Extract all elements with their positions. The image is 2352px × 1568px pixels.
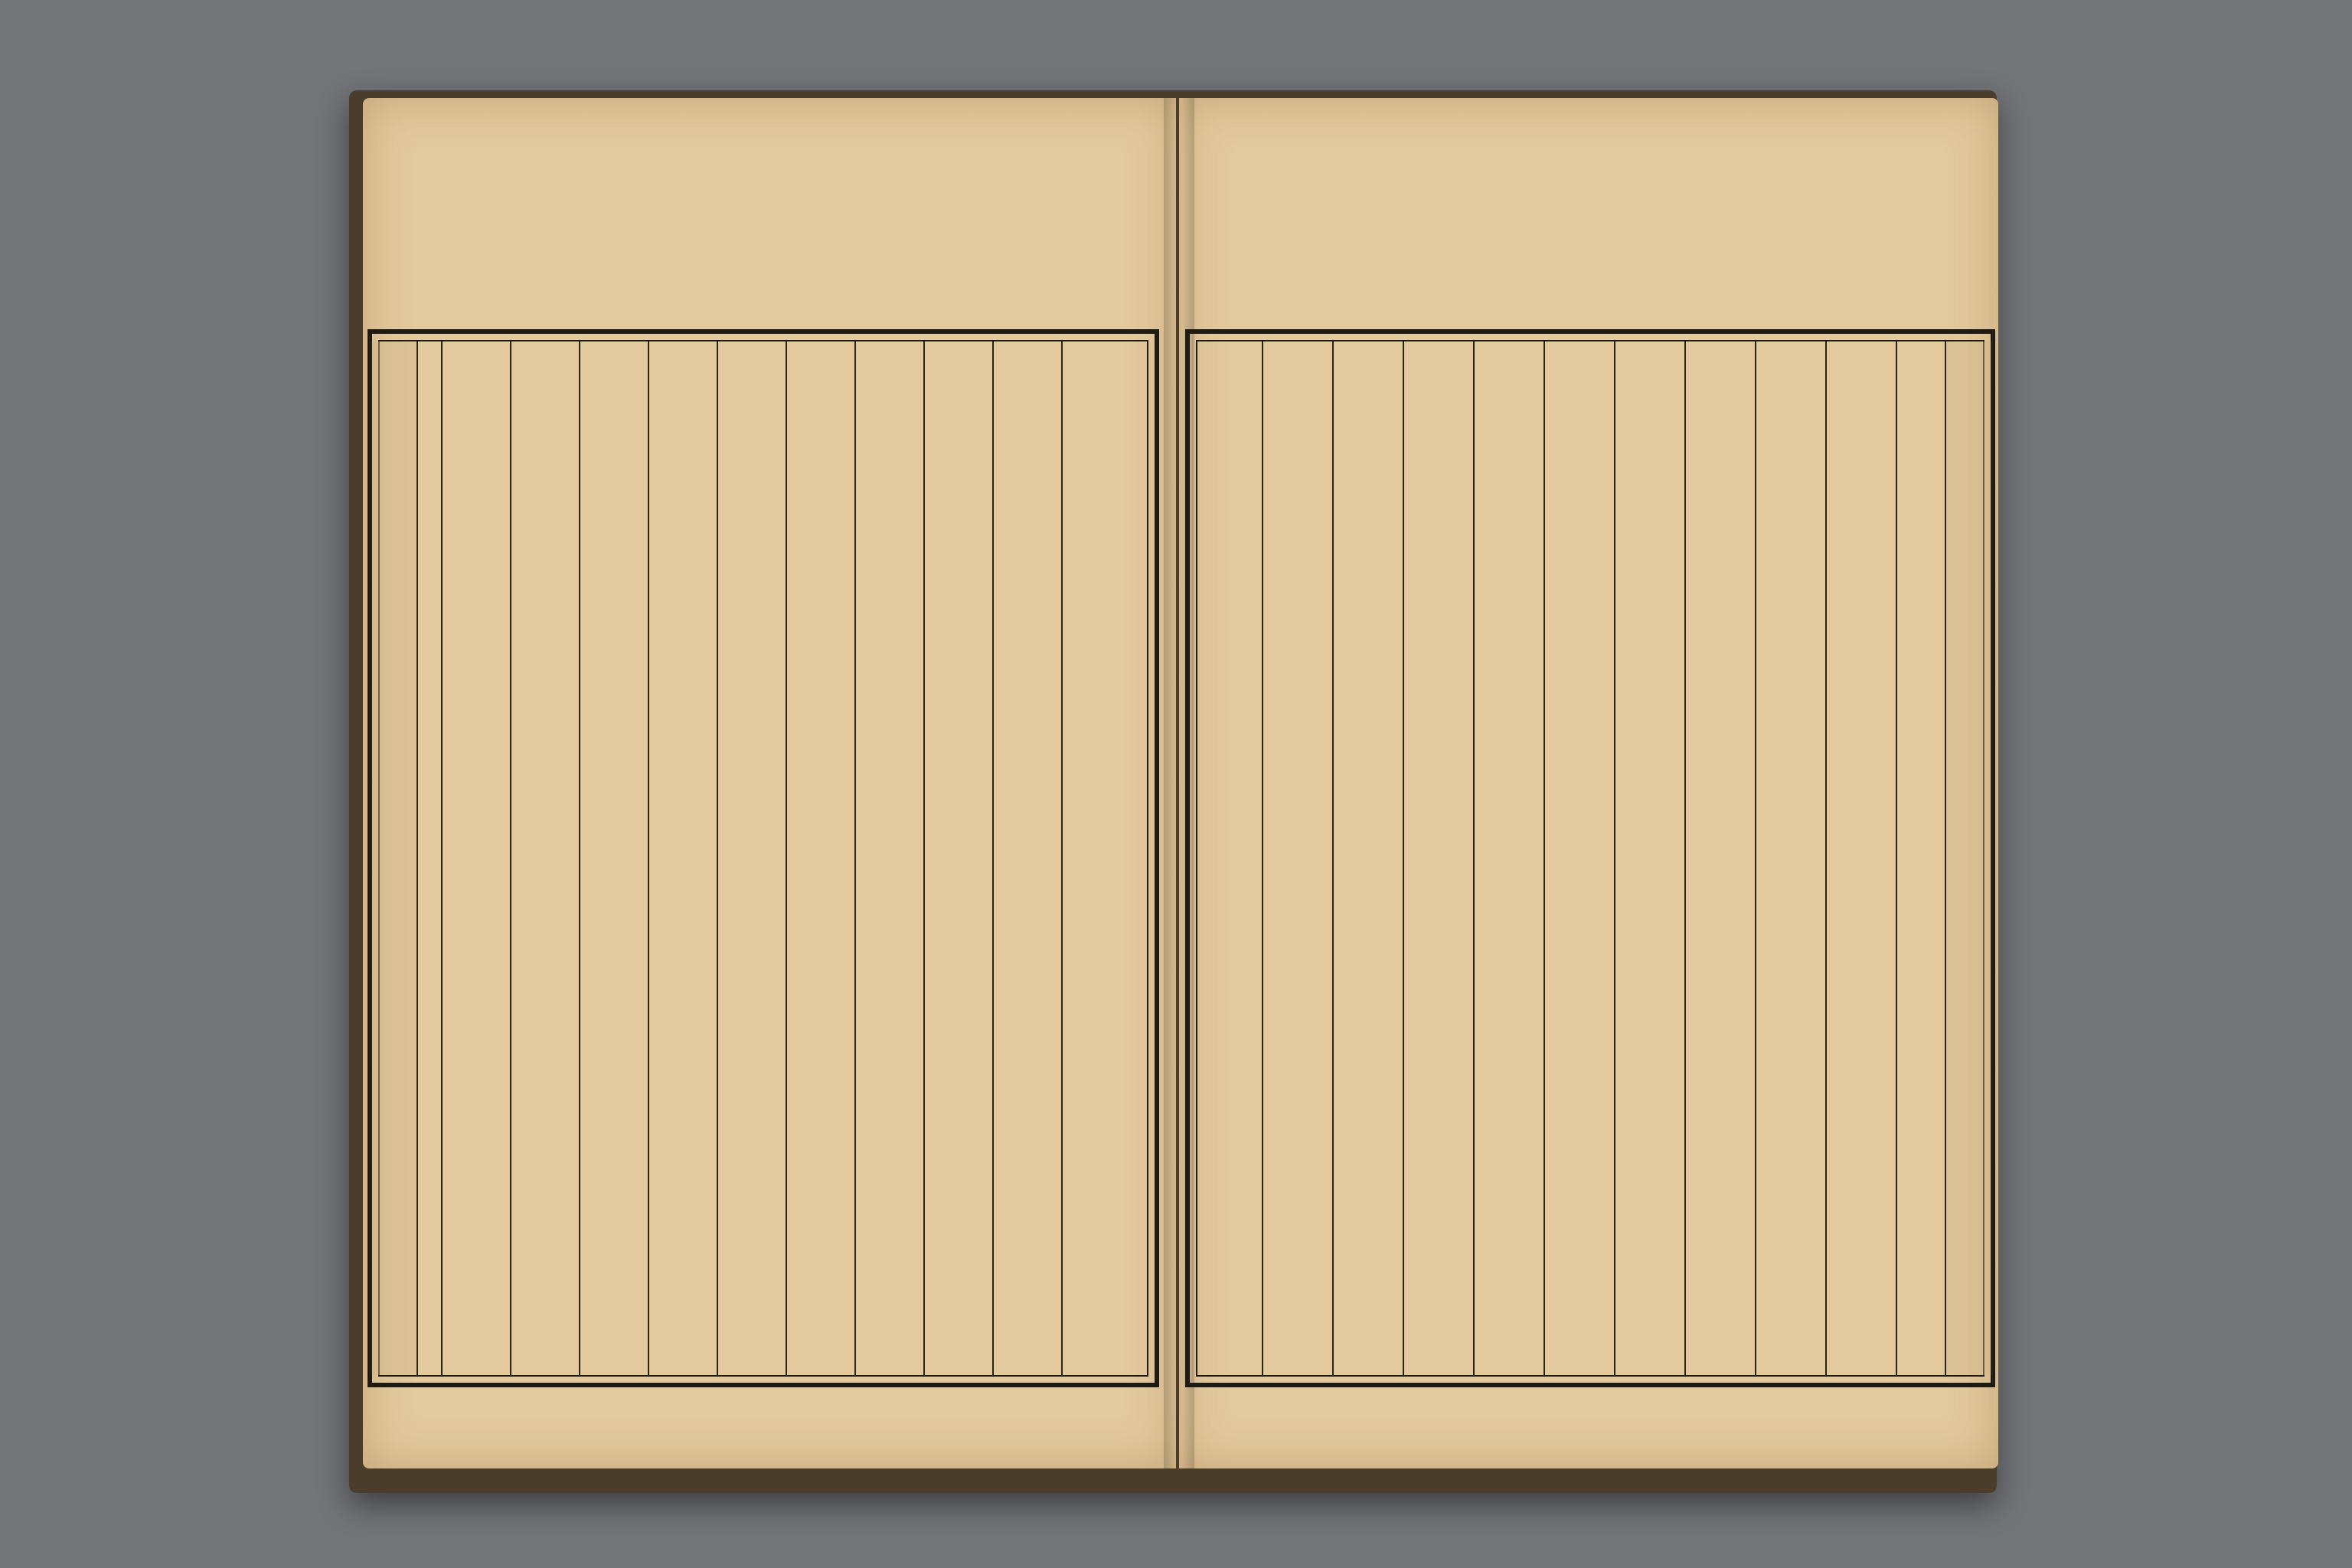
- column-rule: [1614, 341, 1615, 1375]
- column-rule: [786, 341, 787, 1375]
- column-rule: [1896, 341, 1897, 1375]
- left-page-inner-border: [378, 340, 1148, 1377]
- column-rule: [1262, 341, 1263, 1375]
- column-rule: [854, 341, 856, 1375]
- column-rule: [1061, 341, 1063, 1375]
- right-page-inner-border: [1196, 340, 1984, 1377]
- column-rule: [1544, 341, 1545, 1375]
- column-rule: [1825, 341, 1827, 1375]
- column-rule: [992, 341, 994, 1375]
- column-rule: [1755, 341, 1756, 1375]
- right-page-margin-strip: [1945, 341, 1992, 1375]
- column-rule: [510, 341, 511, 1375]
- left-page-frame: [368, 329, 1159, 1387]
- column-rule: [1332, 341, 1334, 1375]
- right-page-frame: [1185, 329, 1995, 1387]
- left-page-margin-strip: [371, 341, 418, 1375]
- column-rule: [717, 341, 718, 1375]
- column-rule: [1403, 341, 1404, 1375]
- column-rule: [648, 341, 649, 1375]
- column-rule: [1473, 341, 1475, 1375]
- column-rule: [441, 341, 443, 1375]
- column-rule: [923, 341, 925, 1375]
- column-rule: [579, 341, 580, 1375]
- column-rule: [1684, 341, 1686, 1375]
